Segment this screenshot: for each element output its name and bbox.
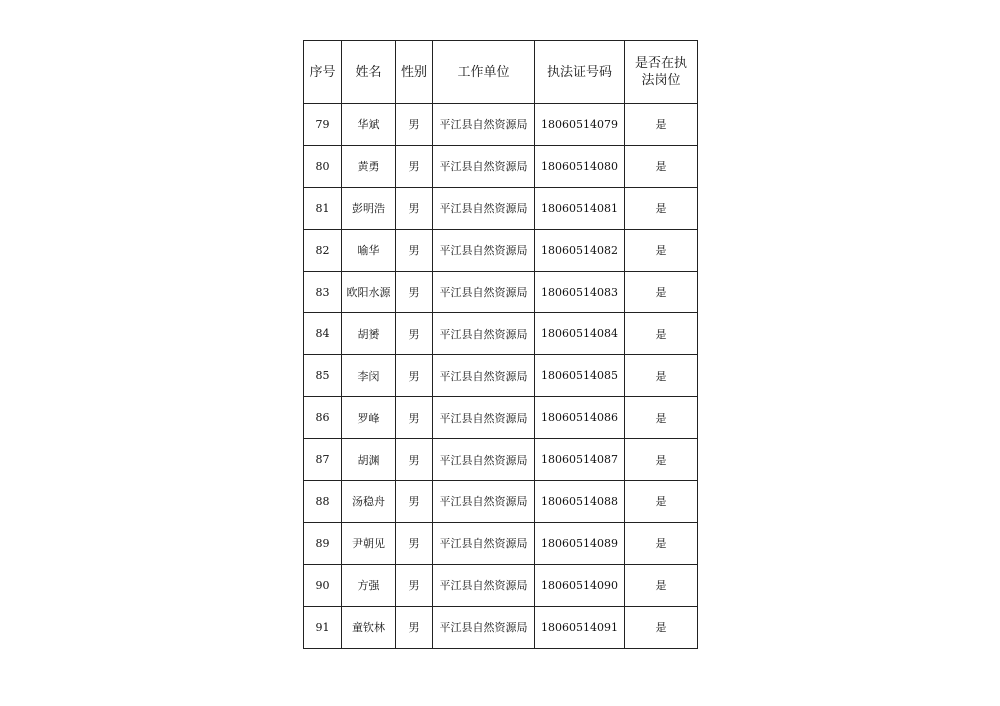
cell-index: 91 [304,606,342,648]
cell-on-post: 是 [625,187,698,229]
table-row [304,564,698,606]
cell-cert-no: 18060514090 [535,564,625,606]
header-gender: 性别 [396,41,433,104]
cell-on-post: 是 [625,397,698,439]
cell-name: 彭明浩 [342,187,396,229]
cell-name: 童钦林 [342,606,396,648]
cell-gender: 男 [396,606,433,648]
cell-name: 方强 [342,564,396,606]
cell-index: 80 [304,145,342,187]
table-row [304,229,698,271]
cell-name: 尹朝见 [342,522,396,564]
cell-name: 胡渊 [342,439,396,481]
cell-cert-no: 18060514089 [535,522,625,564]
cell-name: 喻华 [342,229,396,271]
cell-index: 87 [304,439,342,481]
cell-cert-no: 18060514086 [535,397,625,439]
cell-gender: 男 [396,564,433,606]
officer-roster-table [303,40,698,649]
cell-cert-no: 18060514083 [535,271,625,313]
cell-unit: 平江县自然资源局 [433,564,535,606]
table-row [304,313,698,355]
cell-cert-no: 18060514087 [535,439,625,481]
table-row [304,271,698,313]
cell-gender: 男 [396,522,433,564]
cell-name: 黄勇 [342,145,396,187]
table-header-row [304,41,698,104]
cell-cert-no: 18060514081 [535,187,625,229]
cell-cert-no: 18060514085 [535,355,625,397]
cell-on-post: 是 [625,355,698,397]
cell-unit: 平江县自然资源局 [433,187,535,229]
table-row [304,355,698,397]
cell-gender: 男 [396,397,433,439]
table-row [304,606,698,648]
table-row [304,104,698,146]
table-row [304,481,698,523]
cell-on-post: 是 [625,145,698,187]
cell-cert-no: 18060514079 [535,104,625,146]
cell-index: 88 [304,481,342,523]
cell-index: 84 [304,313,342,355]
table-body [304,104,698,649]
cell-on-post: 是 [625,606,698,648]
cell-gender: 男 [396,313,433,355]
cell-cert-no: 18060514088 [535,481,625,523]
cell-unit: 平江县自然资源局 [433,481,535,523]
cell-unit: 平江县自然资源局 [433,606,535,648]
cell-name: 胡赟 [342,313,396,355]
cell-on-post: 是 [625,313,698,355]
table-row [304,397,698,439]
cell-name: 李闵 [342,355,396,397]
cell-gender: 男 [396,104,433,146]
header-unit: 工作单位 [433,41,535,104]
cell-gender: 男 [396,229,433,271]
cell-index: 79 [304,104,342,146]
cell-index: 85 [304,355,342,397]
header-index: 序号 [304,41,342,104]
cell-index: 89 [304,522,342,564]
cell-unit: 平江县自然资源局 [433,271,535,313]
cell-gender: 男 [396,355,433,397]
table-row [304,522,698,564]
cell-gender: 男 [396,187,433,229]
cell-name: 汤稳舟 [342,481,396,523]
cell-on-post: 是 [625,104,698,146]
cell-unit: 平江县自然资源局 [433,397,535,439]
table-row [304,439,698,481]
cell-on-post: 是 [625,481,698,523]
cell-on-post: 是 [625,271,698,313]
cell-index: 81 [304,187,342,229]
cell-unit: 平江县自然资源局 [433,145,535,187]
cell-unit: 平江县自然资源局 [433,313,535,355]
cell-name: 华斌 [342,104,396,146]
cell-gender: 男 [396,271,433,313]
cell-unit: 平江县自然资源局 [433,355,535,397]
cell-index: 90 [304,564,342,606]
cell-unit: 平江县自然资源局 [433,229,535,271]
cell-index: 83 [304,271,342,313]
cell-cert-no: 18060514082 [535,229,625,271]
cell-cert-no: 18060514091 [535,606,625,648]
header-name: 姓名 [342,41,396,104]
cell-name: 罗峰 [342,397,396,439]
cell-on-post: 是 [625,564,698,606]
cell-index: 82 [304,229,342,271]
cell-cert-no: 18060514084 [535,313,625,355]
cell-cert-no: 18060514080 [535,145,625,187]
cell-on-post: 是 [625,229,698,271]
cell-unit: 平江县自然资源局 [433,104,535,146]
table-row [304,145,698,187]
cell-unit: 平江县自然资源局 [433,522,535,564]
header-on-post: 是否在执法岗位 [625,41,698,104]
cell-gender: 男 [396,145,433,187]
cell-unit: 平江县自然资源局 [433,439,535,481]
cell-gender: 男 [396,481,433,523]
cell-on-post: 是 [625,522,698,564]
cell-on-post: 是 [625,439,698,481]
header-cert-no: 执法证号码 [535,41,625,104]
cell-name: 欧阳水源 [342,271,396,313]
cell-gender: 男 [396,439,433,481]
cell-index: 86 [304,397,342,439]
table-row [304,187,698,229]
